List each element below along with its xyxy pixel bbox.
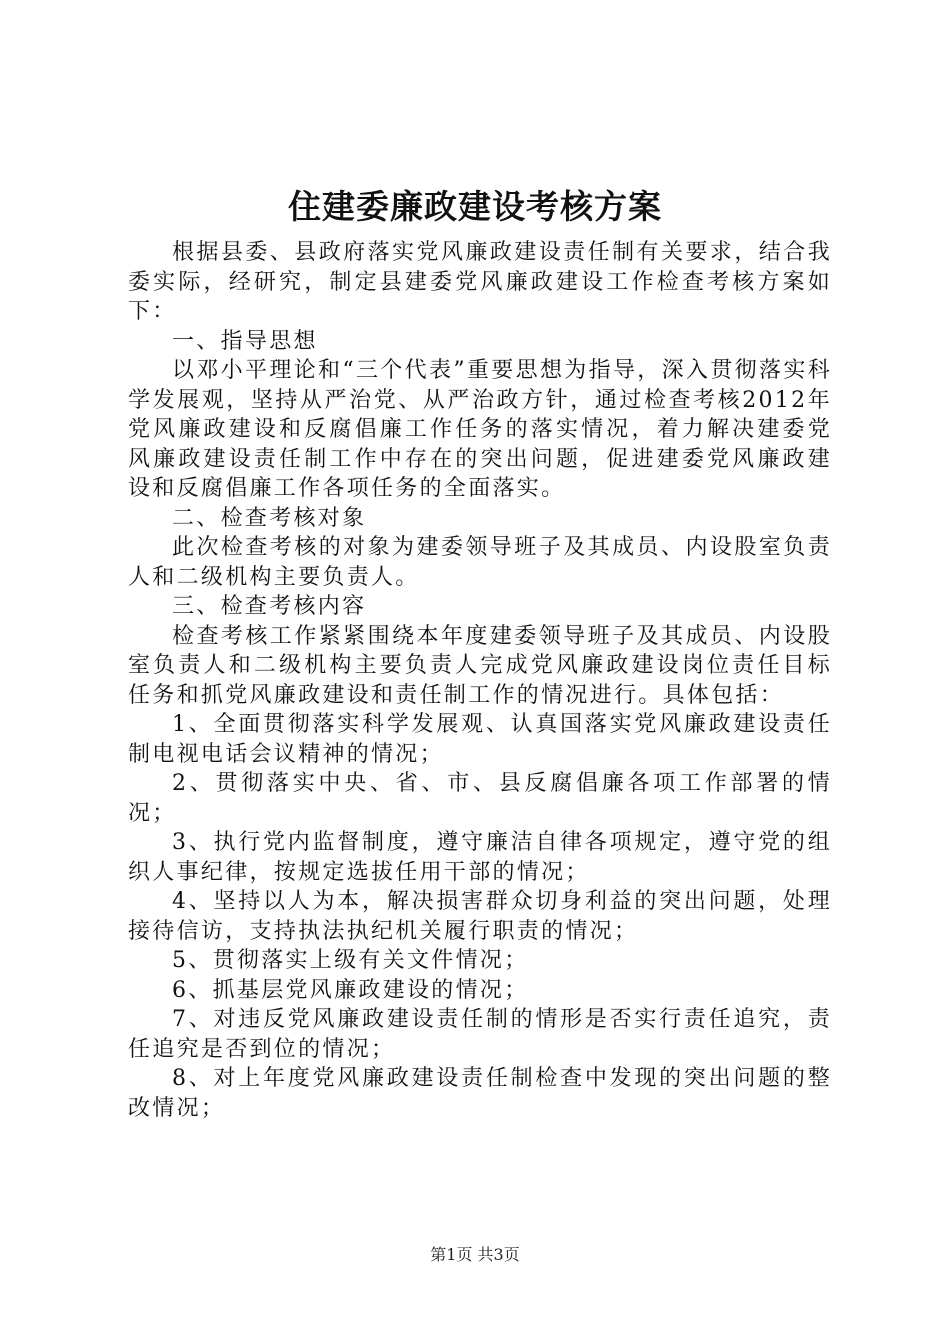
guiding-thought-paragraph: 以邓小平理论和“三个代表”重要思想为指导，深入贯彻落实科学发展观，坚持从严治党、从严治政方针，通过检查考核2012年党风廉政建设和反腐倡廉工作任务的落实情况，着力解决建委党风廉政建设责任制工作中存在的突出问题，促进建委党风廉政建设和反腐倡廉工作各项任务的全面落实。	[128, 358, 832, 501]
list-item: 7、对违反党风廉政建设责任制的情形是否实行责任追究，责任追究是否到位的情况；	[128, 1007, 832, 1062]
list-item: 4、坚持以人为本，解决损害群众切身利益的突出问题，处理接待信访，支持执法执纪机关履行职责的情况；	[128, 889, 832, 944]
section-heading-inspection-content: 三、检查考核内容	[172, 594, 367, 619]
list-item: 5、贯彻落实上级有关文件情况；	[172, 948, 529, 973]
list-item: 3、执行党内监督制度，遵守廉洁自律各项规定，遵守党的组织人事纪律，按规定选拔任用干部的情况；	[128, 830, 832, 885]
section-heading-guiding-thought: 一、指导思想	[172, 328, 318, 354]
section-heading-inspection-targets: 二、检查考核对象	[172, 505, 367, 531]
page-number-footer: 第1页 共3页	[430, 1245, 520, 1264]
document-title: 住建委廉政建设考核方案	[288, 187, 662, 226]
inspection-targets-paragraph: 此次检查考核的对象为建委领导班子及其成员、内设股室负责人和二级机构主要负责人。	[128, 535, 832, 590]
list-item: 2、贯彻落实中央、省、市、县反腐倡廉各项工作部署的情况；	[128, 771, 832, 826]
list-item: 1、全面贯彻落实科学发展观、认真国落实党风廉政建设责任制电视电话会议精神的情况；	[128, 712, 832, 767]
list-item: 8、对上年度党风廉政建设责任制检查中发现的突出问题的整改情况；	[128, 1066, 832, 1121]
inspection-content-paragraph: 检查考核工作紧紧围绕本年度建委领导班子及其成员、内设股室负责人和二级机构主要负责人完成党风廉政建设岗位责任目标任务和抓党风廉政建设和责任制工作的情况进行。具体包括：	[128, 623, 832, 708]
document-body	[128, 238, 832, 1123]
list-item: 6、抓基层党风廉政建设的情况；	[172, 977, 529, 1003]
intro-paragraph: 根据县委、县政府落实党风廉政建设责任制有关要求，结合我委实际，经研究，制定县建委党风廉政建设工作检查考核方案如下：	[128, 240, 832, 324]
